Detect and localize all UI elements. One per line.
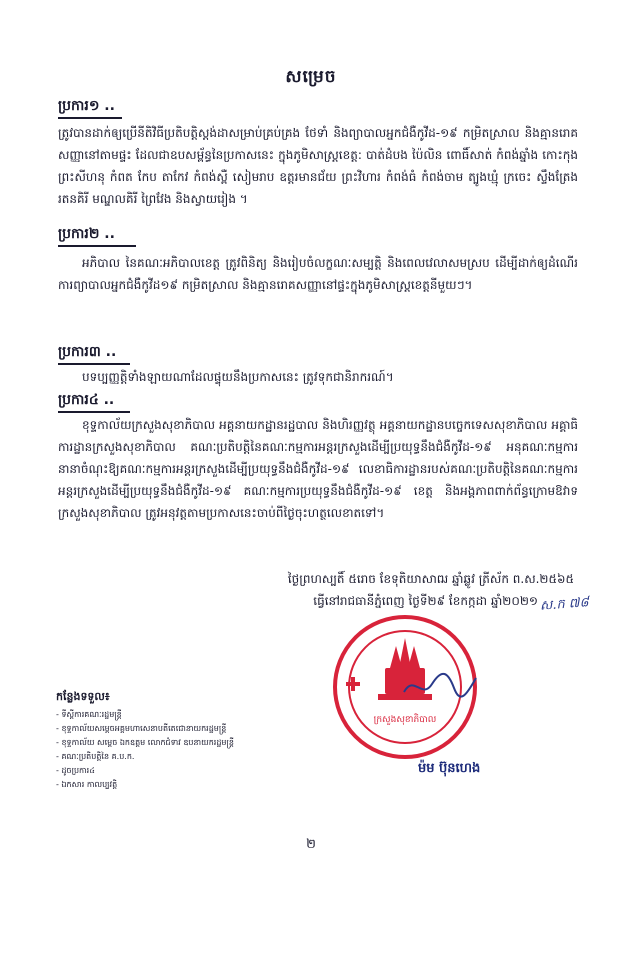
article-3-text: បទប្បញ្ញត្តិទាំងឡាយណាដែលផ្ទុយនឹងប្រកាសនេះ ត្រូវទុកជានិរាករណ៍។ xyxy=(82,370,394,384)
article-1-underline xyxy=(58,117,122,119)
article-4-heading xyxy=(58,390,114,411)
article-4-text: ខុទ្ទកាល័យក្រសួងសុខាភិបាល អគ្គនាយកដ្ឋានរដ្ឋបាល និងហិរញ្ញវត្ថុ អគ្គនាយកដ្ឋានបច្ចេកទេសសុខាភិបាល អគ្គាធិការដ្ឋានក្រសួងសុខាភិបាល គណៈប្រតិបត្តិនៃគណៈកម្មការអន្តរក្រសួងដើម្បីប្រយុទ្ធនឹងជំងឺកូវីដ-១៩ អនុគណៈកម្មការនានាចំណុះឱ្យគណៈកម្មការអន្តរក្រសួងដើម្បីប្រយុទ្ធនឹងជំងឺកូវីដ-១៩ លេខាធិការដ្ឋានរបស់គណៈប្រតិបត្តិនៃគណៈកម្មការអន្តរក្រសួងដើម្បីប្រយុទ្ធនឹងជំងឺកូវីដ-១៩ គណៈកម្មការប្រយុទ្ធនឹងជំងឺកូវីដ-១៩ ខេត្ត និងអង្គភាពពាក់ព័ន្ធក្រោមឱវាទក្រសួងសុខាភិបាល ត្រូវអនុវត្តតាមប្រកាសនេះចាប់ពីថ្ងៃចុះហត្ថលេខាតទៅ។ xyxy=(58,418,578,520)
article-3-underline xyxy=(58,363,130,365)
article-3-heading xyxy=(58,342,116,363)
document-title: សម្រេច xyxy=(285,67,337,87)
recipient-item: - គណៈប្រតិបត្តិនៃ គ.ប.ក. xyxy=(56,750,234,764)
article-4-underline xyxy=(58,411,130,413)
page-number: ២ xyxy=(306,837,316,852)
article-1-heading xyxy=(58,96,115,117)
signature-scribble xyxy=(400,666,480,706)
seal-inner-text: ក្រសួងសុខាភិបាល xyxy=(373,715,437,725)
handwritten-mark: ស.ក ៧៨ xyxy=(539,595,590,614)
article-2-text: អភិបាល នៃគណៈអភិបាលខេត្ត ត្រូវពិនិត្យ និងរៀបចំលក្ខណៈសម្បត្តិ និងពេលវេលាសមស្រប ដើម្បីដាក់ឲ្យដំណើរការព្យាបាលអ្នកជំងឺកូវីដ១៩ កម្រិតស្រាល និងគ្មានរោគសញ្ញានៅផ្ទះក្នុងភូមិសាស្ត្រខេត្តនីមួយៗ។ xyxy=(58,256,578,292)
signer-name: ម៉ម ប៊ុនហេង xyxy=(418,761,481,776)
article-2-heading-text: ប្រការ២ .. xyxy=(58,226,115,242)
recipient-item: - ទីស្តីការគណៈរដ្ឋមន្ត្រី xyxy=(56,708,234,722)
article-1-text: ត្រូវបានដាក់ឲ្យប្រើនីតិវិធីប្រតិបត្តិស្តង់ដាសម្រាប់គ្រប់គ្រង ថែទាំ និងព្យាបាលអ្នកជំងឺកូវីដ-១៩ កម្រិតស្រាល និងគ្មានរោគសញ្ញានៅតាមផ្ទះ ដែលជាឧបសម្ព័ន្ធនៃប្រកាសនេះ ក្នុងភូមិសាស្ត្រខេត្ត: បាត់ដំបង ប៉ៃលិន ពោធិ៍សាត់ កំពង់ឆ្នាំង កោះកុង ព្រះសីហនុ កំពត កែប តាកែវ កំពង់ស្ពឺ សៀមរាប ឧត្តរមានជ័យ ព្រះវិហារ កំពង់ធំ កំពង់ចាម ត្បូងឃ្មុំ ក្រចេះ ស្ទឹងត្រែង រតនគិរី មណ្ឌលគិរី ព្រៃវែង និងស្វាយរៀង ។ xyxy=(58,126,578,206)
article-2-heading xyxy=(58,224,115,245)
recipient-item: - ឯកសារ កាលប្បវត្តិ xyxy=(56,778,234,792)
recipient-item: - ខុទ្ទកាល័យសម្តេចអគ្គមហាសេនាបតីតេជោនាយករដ្ឋមន្ត្រី xyxy=(56,722,234,736)
recipient-item: - ខុទ្ទកាល័យ សម្តេច ឯកឧត្តម លោកជំទាវ ឧបនាយករដ្ឋមន្ត្រី xyxy=(56,736,234,750)
recipients-list xyxy=(56,708,234,792)
lunar-date: ថ្ងៃព្រហស្បតិ៍ ៥រោច ខែទុតិយាសាឍ ឆ្នាំឆ្លូវ ត្រីស័ក ព.ស.២៥៦៥ xyxy=(287,572,574,586)
article-2-underline xyxy=(58,245,136,247)
article-3-heading-text: ប្រការ៣ .. xyxy=(58,344,117,360)
solar-date: ធ្វើនៅរាជធានីភ្នំពេញ ថ្ងៃទី២៩ ខែកក្កដា ឆ្នាំ២០២១ xyxy=(313,594,538,608)
recipients-heading: កន្លែងទទួល៖ xyxy=(56,690,110,703)
article-1-heading-text: ប្រការ១ .. xyxy=(58,98,115,114)
article-4-heading-text: ប្រការ៤ .. xyxy=(58,392,115,408)
recipient-item: - ដូចប្រការ៤ xyxy=(56,764,234,778)
